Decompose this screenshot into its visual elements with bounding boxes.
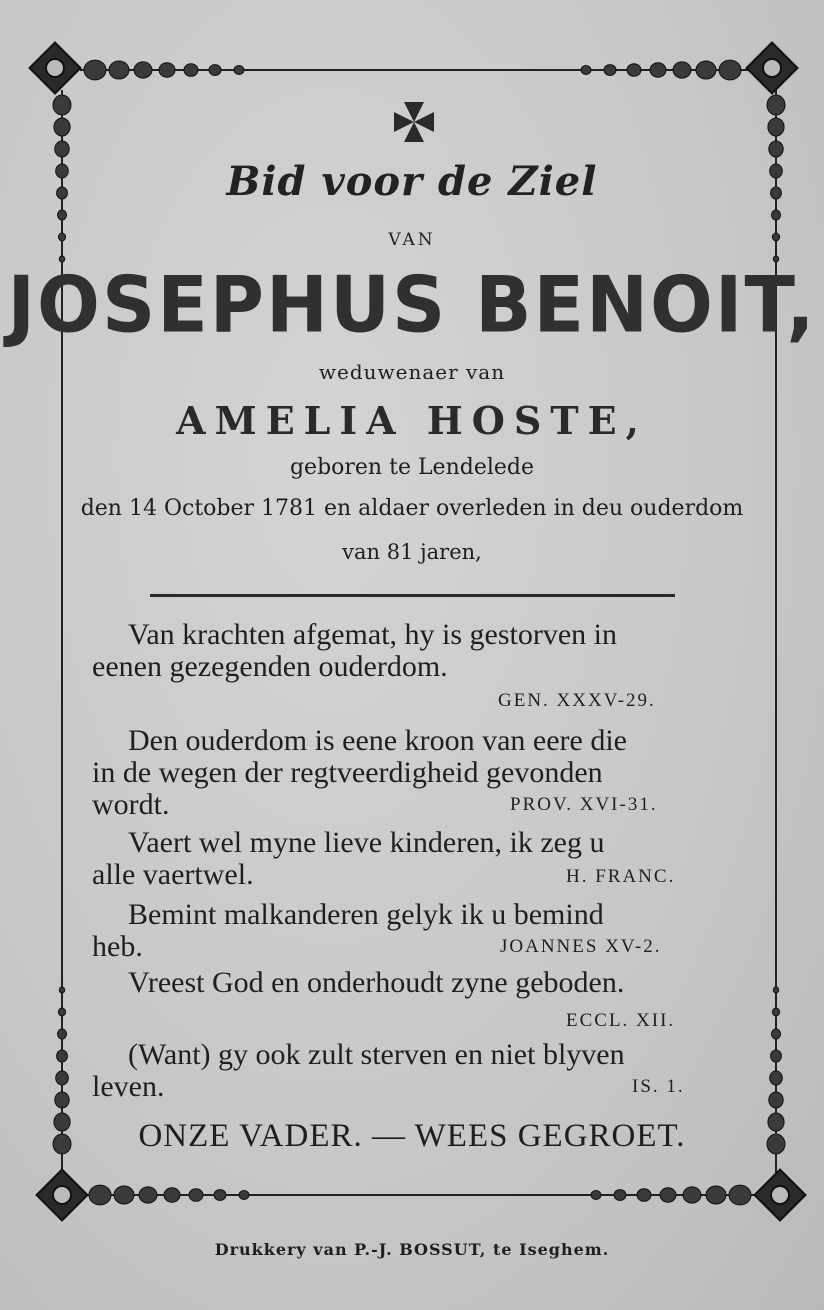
corner-ornament-center xyxy=(46,59,64,77)
birthplace-line: geboren te Lendelede xyxy=(289,455,535,480)
bead-ornament xyxy=(772,1029,781,1039)
corner-ornament-center xyxy=(771,1186,789,1204)
bead-ornament xyxy=(234,66,244,75)
bead-ornament xyxy=(772,210,781,220)
verse-1-reference: GEN. XXXV-29. xyxy=(498,690,656,711)
bead-ornament xyxy=(58,1008,65,1016)
verse-1-line-1: Van krachten afgemat, hy is gestorven in xyxy=(128,618,618,651)
bead-ornament xyxy=(683,1187,701,1203)
bead-ornament xyxy=(771,1050,782,1062)
bead-ornament xyxy=(660,1188,676,1202)
bead-ornament xyxy=(729,1185,751,1205)
bead-ornament xyxy=(767,95,785,115)
birth-death-line: den 14 October 1781 en aldaer overleden in deu ouderdom xyxy=(80,496,744,521)
verse-2-reference: PROV. XVI-31. xyxy=(510,794,658,815)
van-label: VAN xyxy=(388,230,436,250)
bead-ornament xyxy=(769,1092,783,1108)
corner-ornament-center xyxy=(763,59,781,77)
bead-ornament xyxy=(773,987,778,993)
verse-2-line-3: wordt. xyxy=(92,788,170,821)
bead-ornament xyxy=(55,1092,69,1108)
divider-rule xyxy=(150,594,675,597)
verse-4-line-2: heb. xyxy=(92,930,143,963)
bead-ornament xyxy=(650,63,666,77)
verse-3-line-1: Vaert wel myne lieve kinderen, ik zeg u xyxy=(128,826,605,859)
verse-2-line-1: Den ouderdom is eene kroon van eere die xyxy=(128,724,627,757)
bead-ornament xyxy=(58,1029,67,1039)
bead-ornament xyxy=(189,1189,203,1202)
bead-ornament xyxy=(56,1071,69,1085)
bead-ornament xyxy=(706,1186,726,1204)
bead-ornament xyxy=(770,1071,783,1085)
bead-ornament xyxy=(614,1190,626,1201)
deceased-name: JOSEPHUS BENOIT, xyxy=(7,259,817,351)
bead-ornament xyxy=(164,1188,180,1202)
bead-ornament xyxy=(673,62,691,78)
bead-ornament xyxy=(591,1191,601,1200)
prayer-heading: Bid voor de Ziel xyxy=(226,158,598,205)
bead-ornament xyxy=(696,61,716,79)
bead-ornament xyxy=(139,1187,157,1203)
bead-ornament xyxy=(719,60,741,80)
verse-6-line-2: leven. xyxy=(92,1070,165,1103)
verse-5-reference: ECCL. XII. xyxy=(566,1010,676,1031)
bead-ornament xyxy=(114,1186,134,1204)
corner-ornament-center xyxy=(53,1186,71,1204)
verse-3-reference: H. FRANC. xyxy=(566,866,676,887)
closing-prayer: ONZE VADER. — WEES GEGROET. xyxy=(138,1118,686,1154)
printer-imprint: Drukkery van P.-J. BOSSUT, te Iseghem. xyxy=(214,1240,610,1259)
bead-ornament xyxy=(581,66,591,75)
verse-5-line-1: Vreest God en onderhoudt zyne geboden. xyxy=(128,966,625,999)
bead-ornament xyxy=(134,62,152,78)
verse-6-line-1: (Want) gy ook zult sterven en niet blyven xyxy=(128,1038,625,1071)
bead-ornament xyxy=(55,141,69,157)
bead-ornament xyxy=(184,64,198,77)
bead-ornament xyxy=(209,65,221,76)
bead-ornament xyxy=(627,64,641,77)
spouse-name: AMELIA HOSTE, xyxy=(176,398,648,443)
bead-ornament xyxy=(59,987,64,993)
verse-1-line-2: eenen gezegenden ouderdom. xyxy=(92,650,448,683)
verse-4-line-1: Bemint malkanderen gelyk ik u bemind xyxy=(128,898,604,931)
verse-4-reference: JOANNES XV-2. xyxy=(500,936,662,957)
bead-ornament xyxy=(214,1190,226,1201)
bead-ornament xyxy=(604,65,616,76)
bead-ornament xyxy=(84,60,106,80)
bead-ornament xyxy=(768,118,784,136)
widower-label: weduwenaer van xyxy=(318,360,506,384)
bead-ornament xyxy=(57,1050,68,1062)
bead-ornament xyxy=(637,1189,651,1202)
maltese-cross-icon xyxy=(392,100,436,144)
verse-2-line-2: in de wegen der regtveerdigheid gevonden xyxy=(92,756,603,789)
age-line: van 81 jaren, xyxy=(342,540,482,564)
bead-ornament xyxy=(89,1185,111,1205)
bead-ornament xyxy=(772,1008,779,1016)
bead-ornament xyxy=(58,210,67,220)
bead-ornament xyxy=(109,61,129,79)
bead-ornament xyxy=(53,95,71,115)
bead-ornament xyxy=(769,141,783,157)
bead-ornament xyxy=(54,118,70,136)
bead-ornament xyxy=(239,1191,249,1200)
verse-6-reference: IS. 1. xyxy=(632,1076,685,1097)
verse-3-line-2: alle vaertwel. xyxy=(92,858,254,891)
bead-ornament xyxy=(159,63,175,77)
